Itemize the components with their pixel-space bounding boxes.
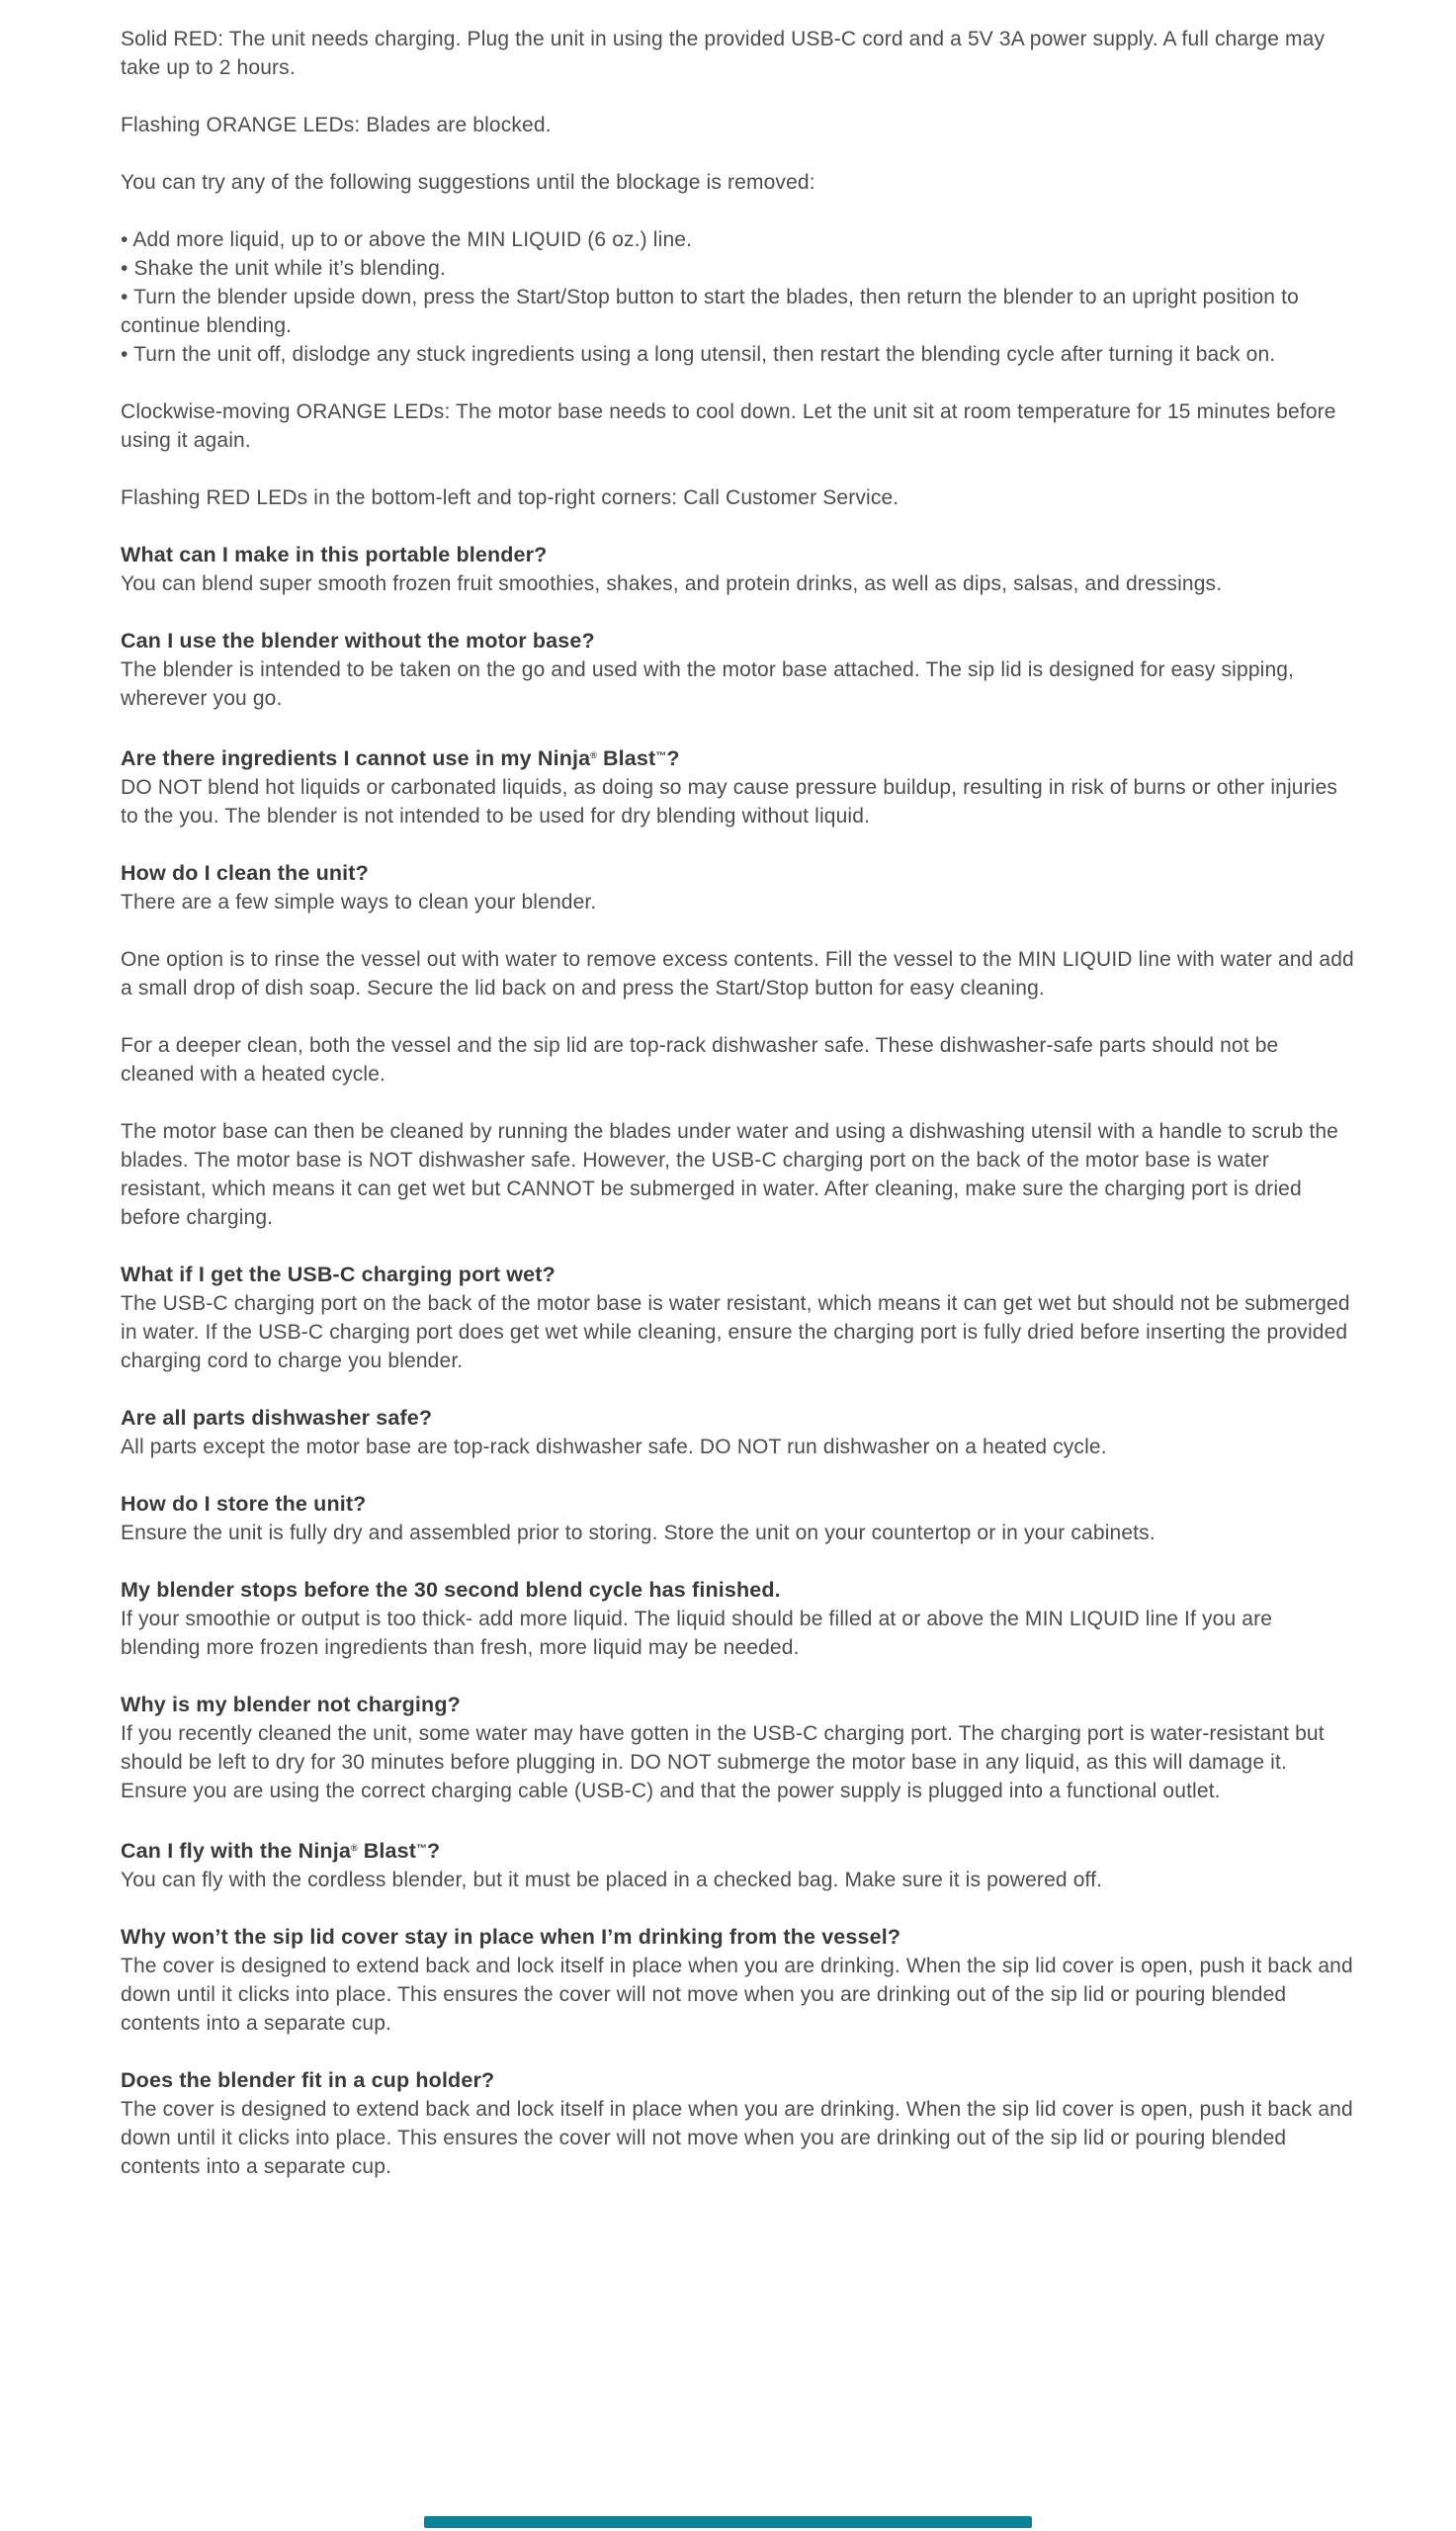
faq-question: Why won’t the sip lid cover stay in place when I’m drinking from the vessel?: [121, 1925, 901, 1949]
faq-item: [121, 2066, 1354, 2181]
paragraph: You can try any of the following suggestions until the blockage is removed:: [121, 171, 815, 194]
faq-answer: One option is to rinse the vessel out with water to remove excess contents. Fill the vessel to the MIN LIQUID line with water and add a small drop of dish soap. Secure the lid back on and press the Start/Stop button for easy cleaning.: [121, 948, 1354, 1000]
faq-answer: The cover is designed to extend back and lock itself in place when you are drinking. When the sip lid cover is open, push it back and down until it clicks into place. This ensures the cover will not move when you are drinking out of the sip lid or pouring blended contents into a separate cup.: [121, 1955, 1353, 2035]
bullet-list: [121, 225, 1354, 369]
faq-answer: If you recently cleaned the unit, some water may have gotten in the USB-C charging port. The charging port is water-resistant but should be left to dry for 30 minutes before plugging in. DO NOT submerge the motor base in any liquid, as this will damage it.: [121, 1722, 1325, 1774]
faq-answer: The blender is intended to be taken on the go and used with the motor base attached. The sip lid is designed for easy sipping, wherever you go.: [121, 658, 1295, 710]
faq-question: Why is my blender not charging?: [121, 1693, 461, 1716]
bullet-item: • Turn the unit off, dislodge any stuck ingredients using a long utensil, then restart the blending cycle after turning it back on.: [121, 343, 1276, 366]
faq-answer: Ensure you are using the correct charging cable (USB-C) and that the power supply is plugged into a functional outlet.: [121, 1780, 1221, 1802]
faq-content: [121, 25, 1354, 2210]
faq-question: Are all parts dishwasher safe?: [121, 1406, 433, 1430]
faq-item: [121, 859, 1354, 1232]
faq-answer: The motor base can then be cleaned by running the blades under water and using a dishwashing utensil with a handle to scrub the blades. The motor base is NOT dishwasher safe. However, the USB-C charging port on the back of the motor base is water resistant, which means it can get wet but CANNOT be submerged in water. After cleaning, make sure the charging port is dried before charging.: [121, 1120, 1339, 1229]
faq-item: [121, 627, 1354, 713]
faq-answer: If your smoothie or output is too thick- add more liquid. The liquid should be filled at or above the MIN LIQUID line If you are blending more frozen ingredients than fresh, more liquid may be needed.: [121, 1608, 1273, 1659]
faq-question: Can I fly with the Ninja® Blast™?: [121, 1839, 441, 1863]
paragraph: Solid RED: The unit needs charging. Plug the unit in using the provided USB-C cord and a 5V 3A power supply. A full charge may take up to 2 hours.: [121, 28, 1326, 79]
bullet-item: • Shake the unit while it’s blending.: [121, 257, 446, 280]
faq-question: Are there ingredients I cannot use in my Ninja® Blast™?: [121, 746, 680, 770]
bullet-item: • Turn the blender upside down, press the Start/Stop button to start the blades, then return the blender to an upright position to continue blending.: [121, 286, 1299, 337]
footer-accent-bar: [424, 2516, 1032, 2528]
faq-item: [121, 1261, 1354, 1375]
faq-item: [121, 1834, 1354, 1894]
faq-item: [121, 1576, 1354, 1662]
trademark-mark: ™: [416, 1843, 428, 1855]
faq-question: What can I make in this portable blender?: [121, 543, 548, 567]
faq-question: How do I store the unit?: [121, 1492, 367, 1516]
faq-answer: The USB-C charging port on the back of the motor base is water resistant, which means it can get wet but should not be submerged in water. If the USB-C charging port does get wet while cleaning, ensure the charging port is fully dried before inserting the provided charging cord to charge you blender.: [121, 1292, 1350, 1372]
faq-answer: You can fly with the cordless blender, but it must be placed in a checked bag. Make sure it is powered off.: [121, 1869, 1103, 1891]
faq-item: [121, 742, 1354, 830]
bullet-item: • Add more liquid, up to or above the MIN LIQUID (6 oz.) line.: [121, 228, 693, 251]
faq-answer: All parts except the motor base are top-rack dishwasher safe. DO NOT run dishwasher on a heated cycle.: [121, 1436, 1107, 1458]
faq-item: [121, 1490, 1354, 1547]
faq-question: Can I use the blender without the motor base?: [121, 629, 595, 653]
faq-item: [121, 541, 1354, 598]
registered-mark: ®: [590, 750, 597, 760]
faq-question: How do I clean the unit?: [121, 861, 369, 885]
faq-item: [121, 1923, 1354, 2038]
paragraph: Flashing RED LEDs in the bottom-left and top-right corners: Call Customer Service.: [121, 486, 899, 509]
faq-answer: DO NOT blend hot liquids or carbonated liquids, as doing so may cause pressure buildup, resulting in risk of burns or other injuries to the you. The blender is not intended to be used for dry blending without liquid.: [121, 776, 1338, 828]
trademark-mark: ™: [655, 750, 667, 762]
registered-mark: ®: [350, 1843, 358, 1853]
faq-answer: There are a few simple ways to clean your blender.: [121, 891, 597, 914]
faq-item: [121, 1691, 1354, 1805]
faq-answer: For a deeper clean, both the vessel and the sip lid are top-rack dishwasher safe. These dishwasher-safe parts should not be cleaned with a heated cycle.: [121, 1034, 1279, 1086]
faq-answer: The cover is designed to extend back and lock itself in place when you are drinking. When the sip lid cover is open, push it back and down until it clicks into place. This ensures the cover will not move when you are drinking out of the sip lid or pouring blended contents into a separate cup.: [121, 2098, 1353, 2178]
faq-item: [121, 1404, 1354, 1461]
faq-answer: Ensure the unit is fully dry and assembled prior to storing. Store the unit on your countertop or in your cabinets.: [121, 1522, 1156, 1544]
faq-question: What if I get the USB-C charging port wet?: [121, 1263, 556, 1286]
paragraph: Flashing ORANGE LEDs: Blades are blocked.: [121, 114, 552, 136]
faq-question: Does the blender fit in a cup holder?: [121, 2068, 495, 2092]
paragraph: Clockwise-moving ORANGE LEDs: The motor base needs to cool down. Let the unit sit at room temperature for 15 minutes before using it again.: [121, 400, 1336, 452]
faq-question: My blender stops before the 30 second blend cycle has finished.: [121, 1578, 781, 1602]
faq-answer: You can blend super smooth frozen fruit smoothies, shakes, and protein drinks, as well as dips, salsas, and dressings.: [121, 572, 1223, 595]
